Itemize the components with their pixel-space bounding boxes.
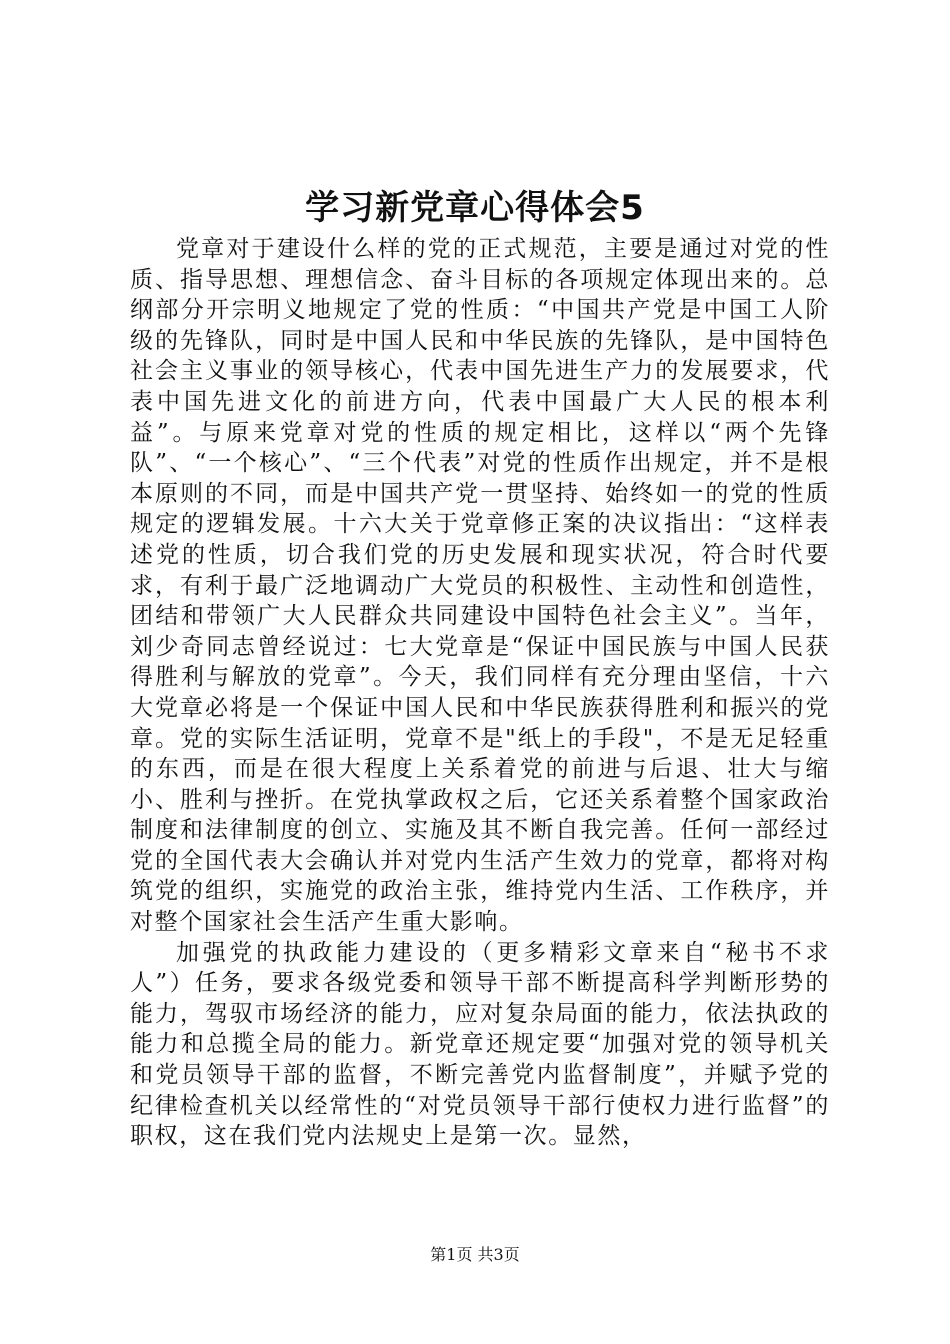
document-body (130, 234, 830, 1152)
page-footer: 第1页 共3页 (430, 1245, 520, 1264)
document-title: 学习新党章心得体会5 (305, 188, 645, 228)
paragraph-2: 加强党的执政能力建设的（更多精彩文章来自“秘书不求人”）任务，要求各级党委和领导干部不断提高科学判断形势的能力，驾驭市场经济的能力，应对复杂局面的能力，依法执政的能力和总揽全局的能力。新党章还规定要“加强对党的领导机关和党员领导干部的监督，不断完善党内监督制度”，并赋予党的纪律检查机关以经常性的“对党员领导干部行使权力进行监督”的职权，这在我们党内法规史上是第一次。显然， (130, 939, 830, 1150)
paragraph-1: 党章对于建设什么样的党的正式规范，主要是通过对党的性质、指导思想、理想信念、奋斗目标的各项规定体现出来的。总纲部分开宗明义地规定了党的性质：“中国共产党是中国工人阶级的先锋队，同时是中国人民和中华民族的先锋队，是中国特色社会主义事业的领导核心，代表中国先进生产力的发展要求，代表中国先进文化的前进方向，代表中国最广大人民的根本利益”。与原来党章对党的性质的规定相比，这样以“两个先锋队”、“一个核心”、“三个代表”对党的性质作出规定，并不是根本原则的不同，而是中国共产党一贯坚持、始终如一的党的性质规定的逻辑发展。十六大关于党章修正案的决议指出：“这样表述党的性质，切合我们党的历史发展和现实状况，符合时代要求，有利于最广泛地调动广大党员的积极性、主动性和创造性，团结和带领广大人民群众共同建设中国特色社会主义”。当年，刘少奇同志曾经说过：七大党章是“保证中国民族与中国人民获得胜利与解放的党章”。今天，我们同样有充分理由坚信，十六大党章必将是一个保证中国人民和中华民族获得胜利和振兴的党章。党的实际生活证明，党章不是"纸上的手段"，不是无足轻重的东西，而是在很大程度上关系着党的前进与后退、壮大与缩小、胜利与挫折。在党执掌政权之后，它还关系着整个国家政治制度和法律制度的创立、实施及其不断自我完善。任何一部经过党的全国代表大会确认并对党内生活产生效力的党章，都将对构筑党的组织，实施党的政治主张，维持党内生活、工作秩序，并对整个国家社会生活产生重大影响。 (130, 236, 830, 936)
